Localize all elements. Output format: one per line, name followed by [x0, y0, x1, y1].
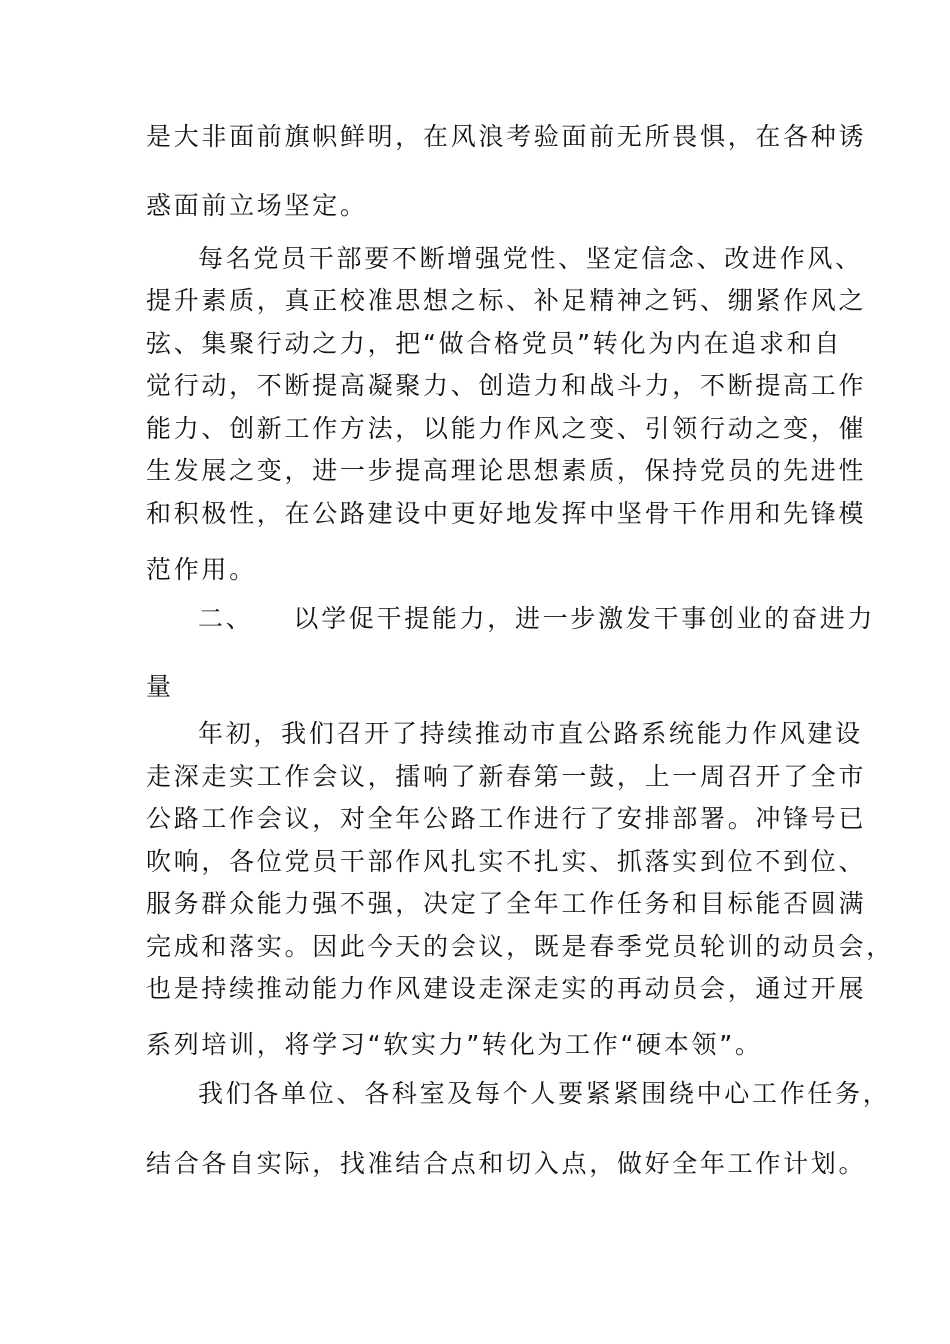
text-line: 吹响，各位党员干部作风扎实不扎实、抓落实到位不到位、	[146, 847, 867, 876]
text-line: 弦、集聚行动之力，把“做合格党员”转化为内在追求和自	[146, 329, 843, 358]
text-line: 范作用。	[146, 555, 257, 584]
text-line: 我们各单位、各科室及每个人要紧紧围绕中心工作任务，	[198, 1079, 891, 1108]
text-line: 和积极性，在公路建设中更好地发挥中坚骨干作用和先锋模	[146, 499, 867, 528]
section-heading-continuation: 量	[146, 672, 174, 701]
text-line: 系列培训，将学习“软实力”转化为工作“硬本领”。	[146, 1030, 763, 1059]
text-line: 服务群众能力强不强，决定了全年工作任务和目标能否圆满	[146, 889, 867, 918]
text-line: 年初，我们召开了持续推动市直公路系统能力作风建设	[198, 719, 863, 748]
text-line: 完成和落实。因此今天的会议，既是春季党员轮训的动员会，	[146, 932, 894, 961]
text-line: 也是持续推动能力作风建设走深走实的再动员会，通过开展	[146, 974, 867, 1003]
section-number: 二、	[198, 604, 254, 633]
text-line: 是大非面前旗帜鲜明，在风浪考验面前无所畏惧，在各种诱	[146, 122, 867, 151]
text-line: 提升素质，真正校准思想之标、补足精神之钙、绷紧作风之	[146, 286, 867, 315]
text-line: 能力、创新工作方法，以能力作风之变、引领行动之变，催	[146, 414, 867, 443]
text-line: 惑面前立场坚定。	[146, 191, 368, 220]
section-heading	[198, 604, 875, 634]
text-line: 结合各自实际，找准结合点和切入点，做好全年工作计划。	[146, 1149, 867, 1178]
text-line: 生发展之变，进一步提高理论思想素质，保持党员的先进性	[146, 456, 867, 485]
section-title: 以学促干提能力，进一步激发干事创业的奋进力	[293, 604, 876, 633]
text-line: 公路工作会议，对全年公路工作进行了安排部署。冲锋号已	[146, 804, 867, 833]
text-line: 走深走实工作会议，擂响了新春第一鼓，上一周召开了全市	[146, 762, 867, 791]
text-line: 觉行动，不断提高凝聚力、创造力和战斗力，不断提高工作	[146, 371, 867, 400]
text-line: 每名党员干部要不断增强党性、坚定信念、改进作风、	[198, 244, 863, 273]
